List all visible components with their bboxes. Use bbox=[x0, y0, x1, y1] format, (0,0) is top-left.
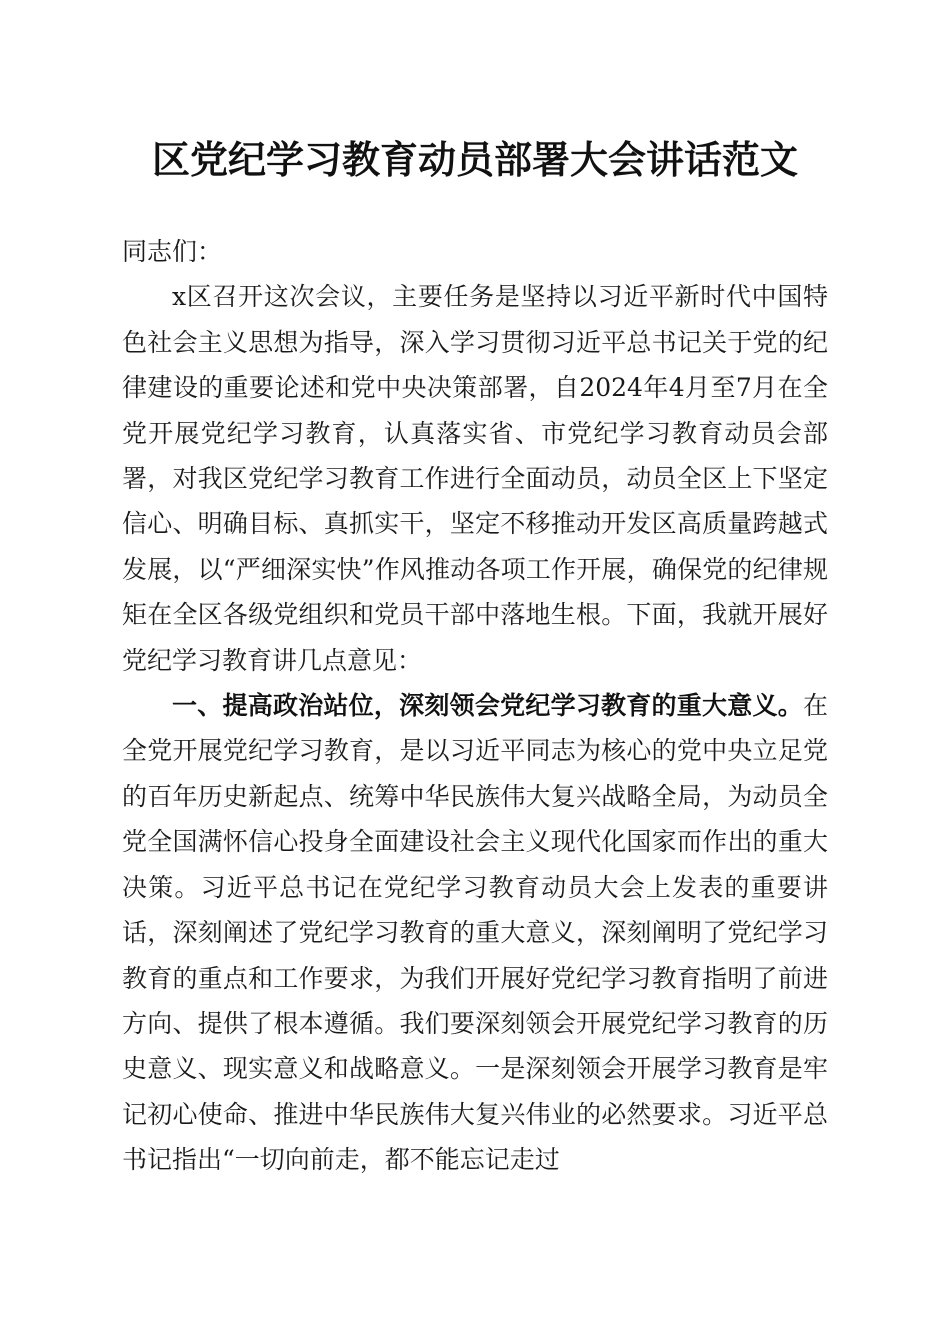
section-1-body: 在全党开展党纪学习教育，是以习近平同志为核心的党中央立足党的百年历史新起点、统筹中华民族伟大复兴战略全局，为动员全党全国满怀信心投身全面建设社会主义现代化国家而作出的重大决策。习近平总书记在党纪学习教育动员大会上发表的重要讲话，深刻阐述了党纪学习教育的重大意义，深刻阐明了党纪学习教育的重点和工作要求，为我们开展好党纪学习教育指明了前进方向、提供了根本遵循。我们要深刻领会开展党纪学习教育的历史意义、现实意义和战略意义。一是深刻领会开展学习教育是牢记初心使命、推进中华民族伟大复兴伟业的必然要求。习近平总书记指出“一切向前走，都不能忘记走过 bbox=[122, 691, 828, 1175]
section-1-paragraph bbox=[122, 683, 828, 1182]
intro-paragraph: x区召开这次会议，主要任务是坚持以习近平新时代中国特色社会主义思想为指导，深入学习贯彻习近平总书记关于党的纪律建设的重要论述和党中央决策部署，自2024年4月至7月在全党开展党纪学习教育，认真落实省、市党纪学习教育动员会部署，对我区党纪学习教育工作进行全面动员，动员全区上下坚定信心、明确目标、真抓实干，坚定不移推动开发区高质量跨越式发展，以“严细深实快”作风推动各项工作开展，确保党的纪律规矩在全区各级党组织和党员干部中落地生根。下面，我就开展好党纪学习教育讲几点意见： bbox=[122, 282, 828, 675]
document-body bbox=[122, 229, 828, 1183]
salutation: 同志们： bbox=[122, 237, 223, 266]
section-1-heading: 一、提高政治站位，深刻领会党纪学习教育的重大意义。 bbox=[172, 691, 803, 721]
document-title: 区党纪学习教育动员部署大会讲话范文 bbox=[151, 137, 798, 182]
